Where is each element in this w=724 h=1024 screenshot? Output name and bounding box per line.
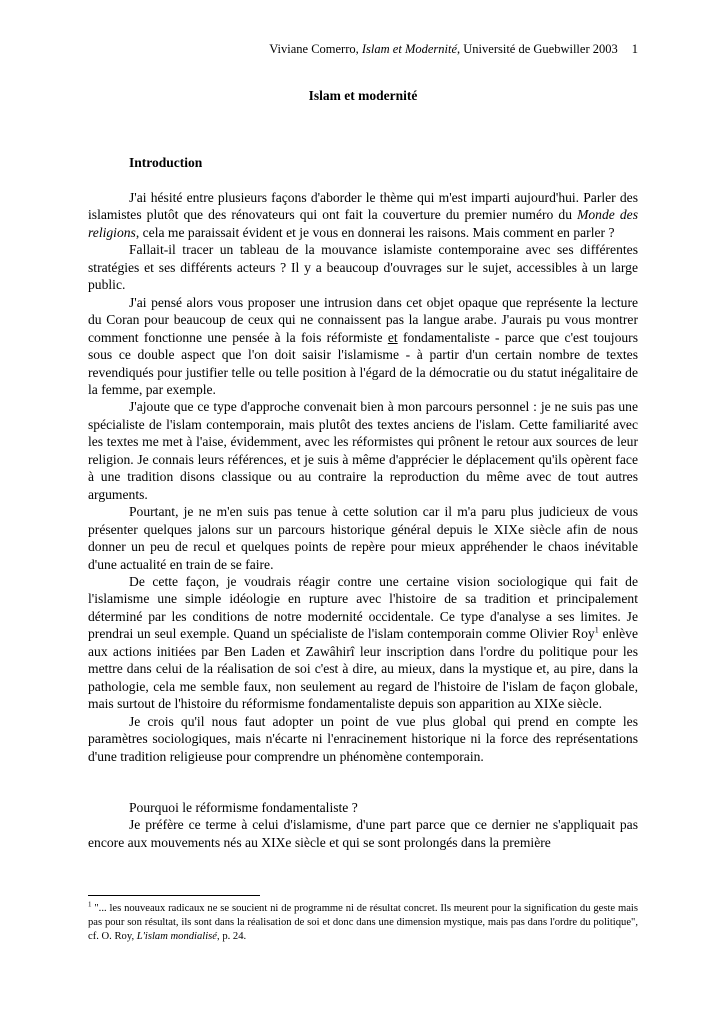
header-institution: , Université de Guebwiller 2003 [457,42,618,56]
body-text [88,189,638,851]
section-heading: Introduction [129,155,203,170]
footnote-marker: 1 [88,900,92,909]
paragraph-2: Fallait-il tracer un tableau de la mouvance islamiste contemporaine avec ses différentes stratégies et ses différents acteurs ? Il y a beaucoup d'ouvrages sur le sujet, accessibles à un large public. [88,242,638,293]
page-title: Islam et modernité [308,88,418,103]
footnote-book-title: L'islam mondialisé [136,931,218,942]
footnote: $^1$ "... les nouveaux radicaux ne se soucient ni de programme ni de résultat concret. Ils meurent pour la signification du geste mais pas pour son résultat, ils sont dans la réalisation de soi et donc dans une dimension mystique, mais pas dans l'ordre du politique", cf. O. Roy, L'islam mondialisé, p. 24. [88,900,638,942]
paragraph-9: Je préfère ce terme à celui d'islamisme, d'une part parce que ce dernier ne s'appliquait pas encore aux mouvements nés au XIXe siècle et qui se sont prolongés dans la première [88,817,638,850]
underlined-word: et [387,329,398,345]
header-work-title: Islam et Modernité [361,42,458,56]
paragraph-gap [88,765,638,799]
paragraph-6: De cette façon, je voudrais réagir contre une certaine vision sociologique qui fait de l'islamisme une simple idéologie en rupture avec l'histoire de sa tradition et principalement déterminé par les conditions de notre modernité occidentale. Ce type d'analyse a ses limites. Je prendrai un seul exemple. Quand un spécialiste de l'islam contemporain comme Olivier Roy$^1$ enlève aux actions initiées par Ben Laden et Zawâhirî leur inscription dans l'ordre du politique pour les mettre dans celui de la réalisation de soi c'est à dire, au mieux, dans la mystique et, au pire, dans la pathologie, cela me semble faux, non seulement au regard de l'histoire de l'islam de façon globale, mais surtout de l'histoire du réformisme fondamentaliste depuis son apparition au XIXe siècle. [88,573,638,712]
emphasis-journal-title: Monde des religions [88,207,638,240]
page-number: 1 [631,42,638,56]
footnote-divider [88,895,260,896]
paragraph-5: Pourtant, je ne m'en suis pas tenue à cette solution car il m'a paru plus judicieux de vous présenter quelques jalons sur un parcours historique général depuis le XIXe siècle afin de nous donner un peu de recul et quelques points de repère pour mieux appréhender le chaos inévitable d'une actualité en train de se faire. [88,504,638,572]
header-author: Viviane Comerro, [269,42,362,56]
paragraph-1: J'ai hésité entre plusieurs façons d'aborder le thème qui m'est imparti aujourd'hui. Parler des islamistes plutôt que des rénovateurs qui ont fait la couverture du premier numéro du Monde des religions, cela me paraissait évident et je vous en donnerai les raisons. Mais comment en parler ? [88,190,638,240]
subsection-question: Pourquoi le réformisme fondamentaliste ? [129,799,358,815]
running-header [88,42,638,57]
paragraph-7: Je crois qu'il nous faut adopter un point de vue plus global qui prend en compte les paramètres sociologiques, mais n'écarte ni l'enracinement historique ni la force des représentations d'une tradition religieuse pour comprendre un phénomène contemporain. [88,713,638,764]
paragraph-3: J'ai pensé alors vous proposer une intrusion dans cet objet opaque que représente la lecture du Coran pour beaucoup de ceux qui ne connaissent pas la langue arabe. J'aurais pu vous montrer comment fonctionne une pensée à la fois réformiste et fondamentaliste - parce que c'est toujours sous ce double aspect que l'on doit saisir l'islamisme - à partir d'un certain nombre de textes revendiqués pour justifier telle ou telle position à l'égard de la démocratie ou du statut inégalitaire de la femme, par exemple. [88,294,638,397]
footnote-reference[interactable]: 1 [594,625,599,635]
paragraph-4: J'ajoute que ce type d'approche convenait bien à mon parcours personnel : je ne suis pas une spécialiste de l'islam contemporain, mais plutôt des textes anciens de l'islam. Cette familiarité avec les textes me met à l'aise, évidemment, avec les réformistes qui prônent le retour aux sources de leur religion. Je connais leurs références, et je suis à même d'apprécier le déplacement qu'ils opèrent face à une tradition disons classique ou au contraire la reproduction du même avec de tout autres arguments. [88,399,638,502]
